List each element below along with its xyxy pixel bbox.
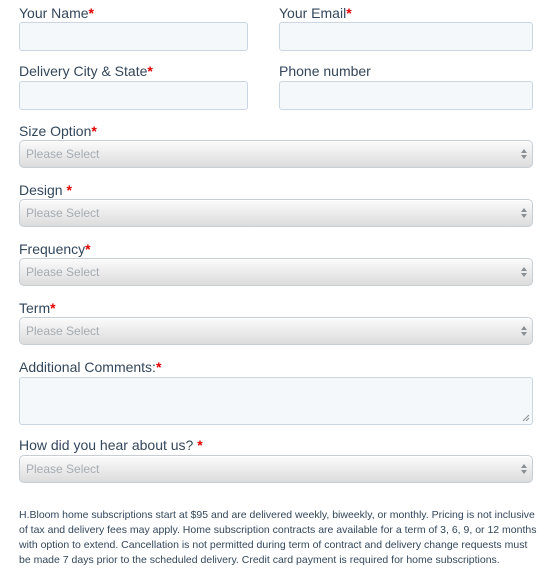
phone-field[interactable] xyxy=(279,81,533,110)
comments-label-text: Additional Comments: xyxy=(19,359,156,375)
design-label xyxy=(19,181,72,199)
term-label xyxy=(19,299,56,317)
resize-handle-icon[interactable] xyxy=(522,414,530,422)
subscription-disclaimer: H.Bloom home subscriptions start at $95 and are delivered weekly, biweekly, or monthly. Pricing is not inclusive of tax and delivery fees may apply. Home subscription contracts are available for a term of 3, 6, 9, or 12 months with option to extend. Cancellation is not permitted during term of contract and delivery change requests must be made 7 days prior to the scheduled delivery. Credit card payment is required for home subscriptions. xyxy=(19,509,537,566)
size-select[interactable] xyxy=(19,140,533,168)
required-mark: * xyxy=(85,241,91,257)
city-label xyxy=(19,62,153,80)
name-field[interactable] xyxy=(19,22,248,51)
referral-select-value: Please Select xyxy=(26,462,100,476)
phone-label-text: Phone number xyxy=(279,63,371,79)
design-select-value: Please Select xyxy=(26,206,100,220)
name-label xyxy=(19,4,94,22)
city-label-text: Delivery City & State xyxy=(19,63,148,79)
updown-arrows-icon xyxy=(520,324,528,338)
comments-textarea[interactable] xyxy=(19,377,533,425)
email-field[interactable] xyxy=(279,22,533,51)
size-select-value: Please Select xyxy=(26,147,100,161)
updown-arrows-icon xyxy=(520,206,528,220)
frequency-label-text: Frequency xyxy=(19,241,86,257)
required-mark: * xyxy=(197,437,203,453)
updown-arrows-icon xyxy=(520,265,528,279)
term-select[interactable] xyxy=(19,317,533,345)
updown-arrows-icon xyxy=(520,147,528,161)
required-mark: * xyxy=(91,123,97,139)
comments-label xyxy=(19,358,161,376)
email-label-text: Your Email xyxy=(279,5,347,21)
city-field[interactable] xyxy=(19,81,248,110)
frequency-select[interactable] xyxy=(19,258,533,286)
term-label-text: Term xyxy=(19,300,51,316)
required-mark: * xyxy=(50,300,56,316)
required-mark: * xyxy=(147,63,153,79)
frequency-label xyxy=(19,240,91,258)
frequency-select-value: Please Select xyxy=(26,265,100,279)
required-mark: * xyxy=(88,5,94,21)
design-label-text: Design xyxy=(19,182,67,198)
size-label-text: Size Option xyxy=(19,123,92,139)
required-mark: * xyxy=(66,182,72,198)
referral-label-text: How did you hear about us? xyxy=(19,437,198,453)
name-label-text: Your Name xyxy=(19,5,89,21)
updown-arrows-icon xyxy=(520,462,528,476)
required-mark: * xyxy=(155,359,162,375)
size-label xyxy=(19,122,97,140)
term-select-value: Please Select xyxy=(26,324,100,338)
phone-label xyxy=(279,62,371,80)
email-label xyxy=(279,4,352,22)
referral-select[interactable] xyxy=(19,455,533,483)
design-select[interactable] xyxy=(19,199,533,227)
referral-label xyxy=(19,436,203,454)
required-mark: * xyxy=(346,5,352,21)
